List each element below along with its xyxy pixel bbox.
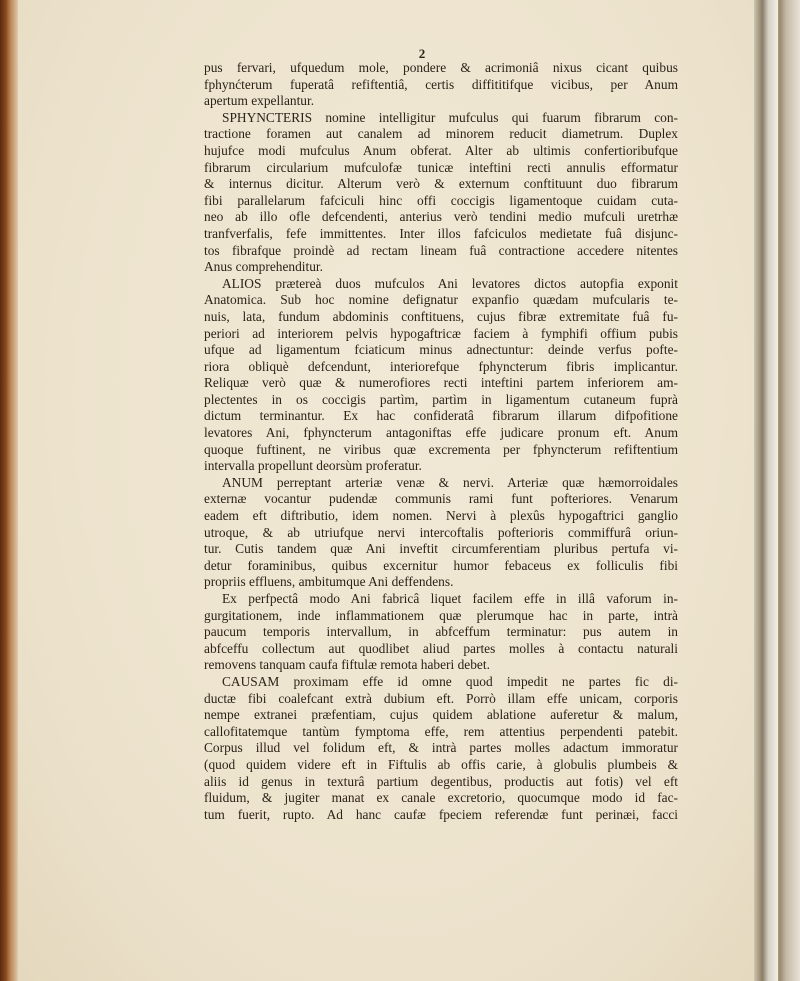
text-line: aliis id genus in texturâ partium degentibus, productis aut fotis) vel eft [204,773,678,789]
text-line: Reliquæ verò quæ & numerofiores recti inteftini partem inferiorem am- [204,375,678,391]
text-line: utroque, & ab utriufque nervi intercoftalis pofterioris commiffurâ oriun- [204,524,678,540]
text-line: quoque fuftinent, ne viribus quæ excrementa per fphyncterum refiftentium [204,441,678,457]
text-line: & internus dicitur. Alterum verò & externum conftituunt duo fibrarum [204,176,678,192]
text-line: Anus comprehenditur. [204,259,324,275]
text-line: hujufce modi mufculus Anum obferat. Alter ab ultimis confertioribufque [204,142,678,158]
text-line: fphynćterum fuperatâ refiftentiâ, certis diffititifque vicibus, per Anum [204,76,678,92]
text-line: plectentes in os coccigis partìm, partìm in ligamentum cutaneum fuprà [204,391,678,407]
text-line: fluidum, & jugiter manat ex canale excretorio, quocumque modo id fac- [204,790,678,806]
text-line: paucum temporis intervallum, in abfceffum terminatur: pus autem in [204,624,678,640]
text-line: periori ad interiorem pelvis hypogaftricæ faciem à fymphifi offium pubis [204,325,678,341]
text-line: riora obliquè defcendunt, interiorefque fphyncterum fibris implicantur. [204,358,678,374]
text-line: tractione foramen aut canalem ad minorem reducit diametrum. Duplex [204,126,678,142]
text-line: propriis effluens, ambitumque Ani deffendens. [204,574,454,590]
text-line: removens tanquam caufa fiftulæ remota haberi debet. [204,657,490,673]
text-line: abfceffu collectum aut quodlibet aliud partes molles à contactu naturali [204,640,678,656]
body-text [204,60,678,823]
text-line: externæ vocantur pudendæ communis rami funt pofteriores. Venarum [204,491,678,507]
text-line: eadem eft diftributio, idem nomen. Nervi à plexûs hypogaftrici ganglio [204,508,678,524]
text-line: apertum expellantur. [204,93,315,109]
text-line: callofitatemque tantùm fymptoma effe, rem attentius perpendenti patebit. [204,723,678,739]
text-line: nuis, lata, fundum abdominis conftituens, cujus fibræ extremitate fuâ fu- [204,308,678,324]
text-line: nempe extranei præfentiam, cujus quidem ablatione auferetur & malum, [204,707,678,723]
text-line: intervalla propellunt deorsùm proferatur. [204,458,422,474]
text-line: levatores Ani, fphyncterum antagoniftas effe judicare pronum eft. Anum [204,425,678,441]
text-line: Anatomica. Sub hoc nomine defignatur expanfio quædam mufcularis te- [204,292,678,308]
text-line: ufque ad ligamentum fciaticum minus adnectuntur: deinde verfus pofte- [204,342,678,358]
text-line: ALIOS prætereà duos mufculos Ani levatores dictos autopfia exponit [222,275,678,291]
page-marker: 2 [418,46,426,61]
text-line: pus fervari, ufquedum mole, pondere & acrimoniâ nixus cicant quibus [204,60,678,75]
text-line: SPHYNCTERIS nomine intelligitur mufculus qui fuarum fibrarum con- [222,109,678,125]
text-line: (quod quidem videre eft in Fiftulis ab offis carie, à globulis plumbeis & [204,756,678,772]
text-line: gurgitationem, inde inflammationem quæ plerumque hac in parte, intrà [204,607,678,623]
text-line: tranfverfalis, fefe immittentes. Inter illos fafciculos medietate fuâ disjunc- [204,225,678,241]
text-line: tos fibrafque proindè ad rectam lineam fuâ contractione accedere nitentes [204,242,678,258]
text-line: dictum terminantur. Ex hac confideratâ fibrarum illarum difpofitione [204,408,678,424]
text-line: fibrarum circularium mufculofæ tunicæ inteftini recti annulis efformatur [204,159,678,175]
page-spine [754,0,778,981]
text-line: fibi parallelarum fafciculi hinc offi coccigis ligamentoque cuidam cuta- [204,192,678,208]
text-line: Ex perfpectâ modo Ani fabricâ liquet facilem effe in illâ vaforum in- [222,591,678,606]
text-line: Corpus illud vel folidum eft, & intrà partes molles adactum immoratur [204,740,678,756]
text-line: tur. Cutis tandem quæ Ani inveftit circumferentiam pluribus pertufa vi- [204,541,678,557]
text-line: neo ab illo ofle defcendenti, anterius verò tendini medio mufculi uretrhæ [204,209,678,225]
text-line: ANUM perreptant arteriæ venæ & nervi. Arteriæ quæ hæmorroidales [222,474,678,490]
text-line: ductæ fibi coalefcant extrà dubium eft. Porrò illam effe unicam, corporis [204,690,678,706]
text-line: detur foraminibus, quibus excernitur humor febaceus ex folliculis fibi [204,557,678,573]
text-line: tum fuerit, rupto. Ad hanc caufæ fpeciem referendæ funt perinæi, facci [204,806,678,822]
text-line: CAUSAM proximam effe id omne quod impedit ne partes fic di- [222,673,678,689]
